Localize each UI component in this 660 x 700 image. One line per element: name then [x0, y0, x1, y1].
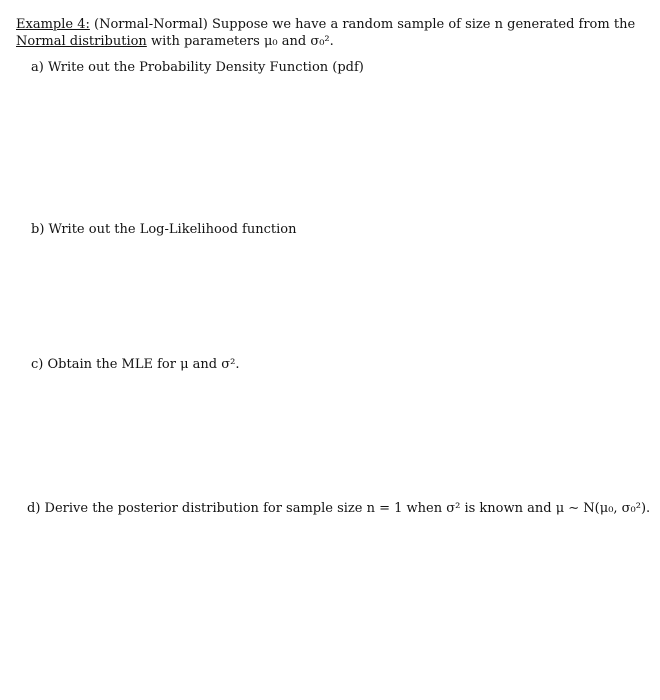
question-a-letter: a): [31, 60, 44, 75]
question-d: [27, 501, 650, 517]
question-c: [31, 357, 239, 373]
question-b: [31, 222, 296, 238]
example-label: Example 4:: [16, 17, 90, 32]
question-d-letter: d): [27, 501, 41, 516]
question-c-letter: c): [31, 357, 44, 372]
question-a: [31, 60, 364, 76]
question-b-letter: b): [31, 222, 45, 237]
example-intro-line-1: [16, 17, 635, 33]
question-b-text: Write out the Log-Likelihood function: [48, 222, 297, 237]
example-intro-text-2: with parameters μ₀ and σ₀².: [146, 34, 334, 49]
question-a-text: Write out the Probability Density Function (pdf): [47, 60, 364, 75]
example-intro-text-1: (Normal-Normal) Suppose we have a random sample of size n generated from the: [89, 17, 636, 32]
example-intro-line-2: [16, 34, 334, 50]
question-c-text: Obtain the MLE for μ and σ².: [47, 357, 240, 372]
example-intro-underlined: Normal distribution: [16, 34, 147, 49]
question-d-text: Derive the posterior distribution for sample size n = 1 when σ² is known and μ ∼ N(μ₀, σ₀²).: [44, 501, 651, 516]
